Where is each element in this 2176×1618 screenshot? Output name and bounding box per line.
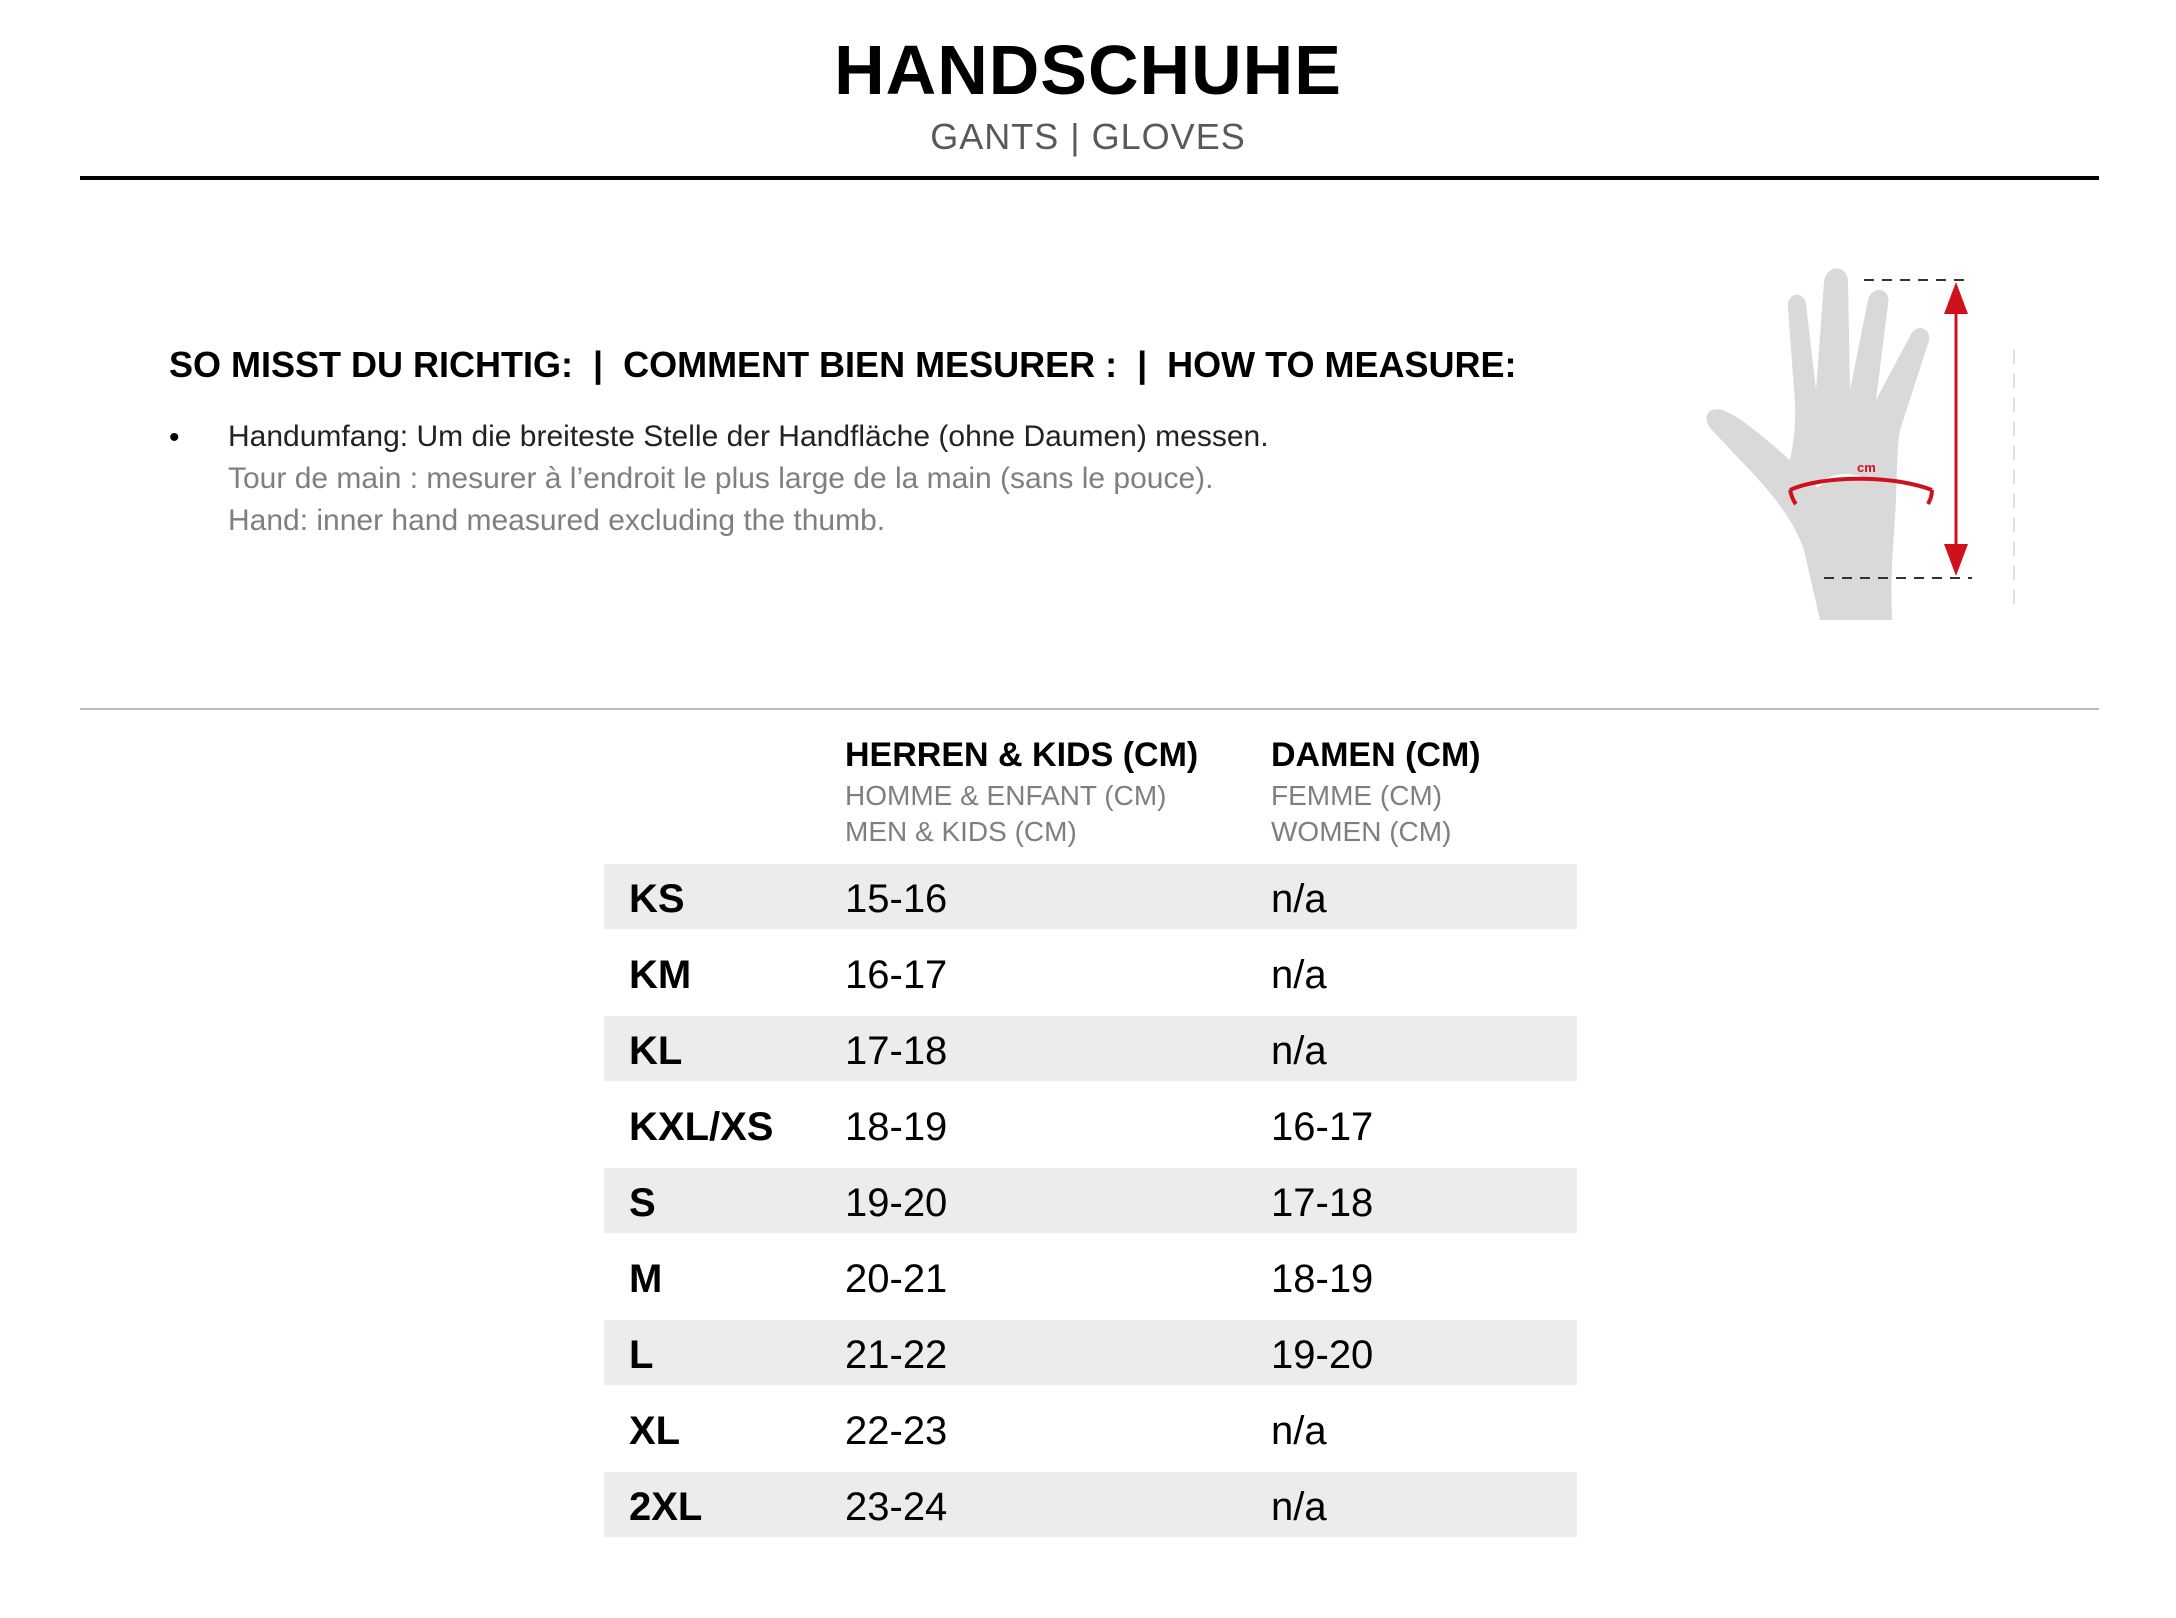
measure-instruction-fr: Tour de main : mesurer à l’endroit le plus large de la main (sans le pouce). xyxy=(228,462,1214,495)
size-cell: S xyxy=(629,1181,656,1225)
size-cell: XL xyxy=(629,1409,681,1453)
measure-heading: SO MISST DU RICHTIG: | COMMENT BIEN MESURER : | HOW TO MEASURE: xyxy=(169,344,1517,385)
men-value-cell: 18-19 xyxy=(845,1105,948,1149)
measure-instruction-de: Handumfang: Um die breiteste Stelle der Handfläche (ohne Daumen) messen. xyxy=(228,420,1269,453)
women-value-cell: 19-20 xyxy=(1271,1333,1374,1377)
herren-header-en: MEN & KIDS (CM) xyxy=(845,816,1077,847)
men-value-cell: 23-24 xyxy=(845,1485,948,1529)
women-value-cell: n/a xyxy=(1271,1029,1327,1073)
men-value-cell: 19-20 xyxy=(845,1181,948,1225)
arrow-down-icon xyxy=(1944,544,1968,576)
men-value-cell: 22-23 xyxy=(845,1409,948,1453)
table-row xyxy=(604,1016,1577,1081)
measure-instruction-en: Hand: inner hand measured excluding the thumb. xyxy=(228,504,886,537)
women-value-cell: 16-17 xyxy=(1271,1105,1374,1149)
size-cell: 2XL xyxy=(629,1485,703,1529)
size-cell: KM xyxy=(629,953,692,997)
hand-icon xyxy=(1707,269,1930,621)
header-divider xyxy=(80,176,2099,180)
size-cell: KXL/XS xyxy=(629,1105,774,1149)
page-title: HANDSCHUHE xyxy=(834,31,1342,109)
table-row xyxy=(604,1472,1577,1537)
arrow-up-icon xyxy=(1944,282,1968,314)
table-row xyxy=(604,864,1577,929)
women-value-cell: 18-19 xyxy=(1271,1257,1374,1301)
column-header-herren xyxy=(845,732,1198,850)
women-value-cell: n/a xyxy=(1271,1409,1327,1453)
section-divider xyxy=(80,708,2099,710)
men-value-cell: 16-17 xyxy=(845,953,948,997)
table-row xyxy=(604,1396,1577,1461)
men-value-cell: 21-22 xyxy=(845,1333,948,1377)
table-row xyxy=(604,1092,1577,1157)
table-row xyxy=(604,1320,1577,1385)
table-row xyxy=(604,1168,1577,1233)
men-value-cell: 17-18 xyxy=(845,1029,948,1073)
size-cell: KL xyxy=(629,1029,683,1073)
table-row xyxy=(604,1244,1577,1309)
damen-header-fr: FEMME (CM) xyxy=(1271,780,1443,811)
men-value-cell: 20-21 xyxy=(845,1257,948,1301)
diagram-unit-label: cm xyxy=(1857,460,1876,475)
herren-header-fr: HOMME & ENFANT (CM) xyxy=(845,780,1167,811)
size-cell: M xyxy=(629,1257,663,1301)
women-value-cell: n/a xyxy=(1271,953,1327,997)
women-value-cell: 17-18 xyxy=(1271,1181,1374,1225)
size-table xyxy=(604,864,1577,1548)
herren-header-de: HERREN & KIDS (CM) xyxy=(845,736,1199,774)
column-header-damen xyxy=(1271,732,1481,850)
size-cell: KS xyxy=(629,877,685,921)
hand-measure-diagram xyxy=(1700,260,2030,620)
women-value-cell: n/a xyxy=(1271,1485,1327,1529)
page-subtitle: GANTS | GLOVES xyxy=(930,116,1246,157)
size-cell: L xyxy=(629,1333,654,1377)
men-value-cell: 15-16 xyxy=(845,877,948,921)
bullet-marker: • xyxy=(169,421,180,454)
damen-header-de: DAMEN (CM) xyxy=(1271,736,1481,774)
damen-header-en: WOMEN (CM) xyxy=(1271,816,1452,847)
table-row xyxy=(604,940,1577,1005)
women-value-cell: n/a xyxy=(1271,877,1327,921)
